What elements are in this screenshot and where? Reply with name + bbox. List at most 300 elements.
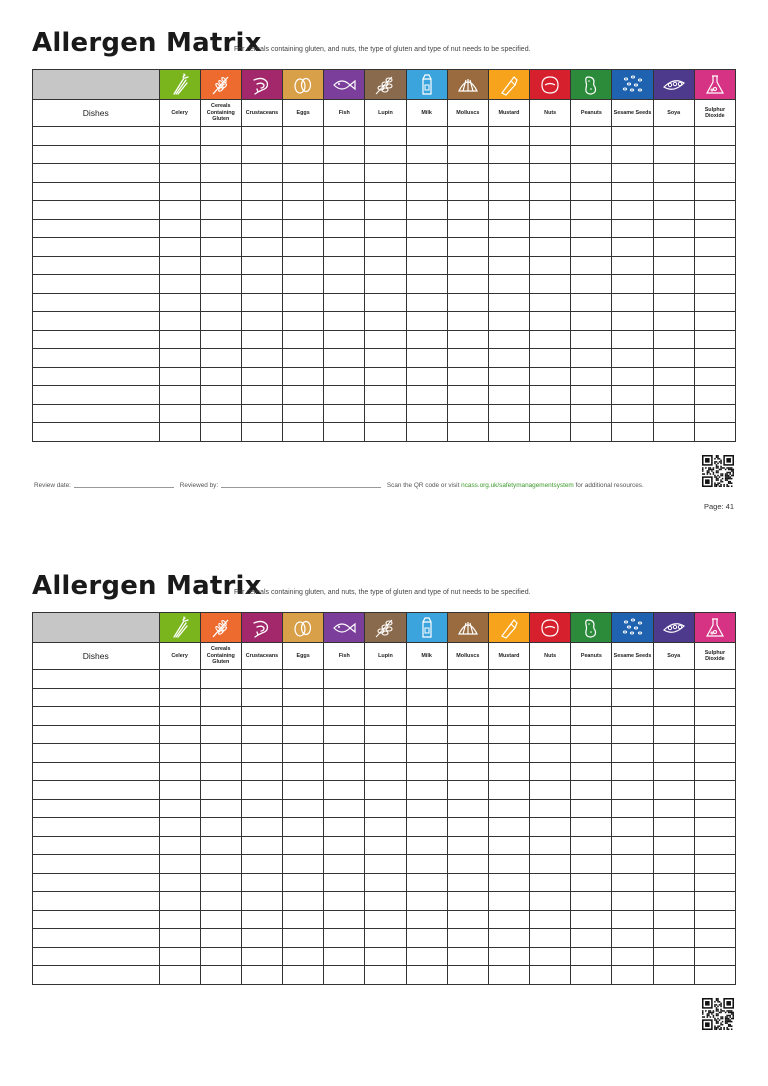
allergen-mark-cell[interactable]	[406, 873, 447, 892]
allergen-mark-cell[interactable]	[447, 145, 488, 164]
allergen-mark-cell[interactable]	[365, 892, 406, 911]
allergen-mark-cell[interactable]	[406, 127, 447, 146]
allergen-mark-cell[interactable]	[200, 127, 241, 146]
allergen-mark-cell[interactable]	[324, 312, 365, 331]
allergen-mark-cell[interactable]	[447, 367, 488, 386]
allergen-mark-cell[interactable]	[365, 910, 406, 929]
allergen-mark-cell[interactable]	[159, 855, 200, 874]
allergen-mark-cell[interactable]	[406, 966, 447, 985]
allergen-mark-cell[interactable]	[571, 799, 612, 818]
allergen-mark-cell[interactable]	[324, 164, 365, 183]
allergen-mark-cell[interactable]	[283, 892, 324, 911]
allergen-mark-cell[interactable]	[283, 836, 324, 855]
allergen-mark-cell[interactable]	[324, 330, 365, 349]
allergen-mark-cell[interactable]	[406, 275, 447, 294]
allergen-mark-cell[interactable]	[365, 367, 406, 386]
allergen-mark-cell[interactable]	[406, 707, 447, 726]
allergen-mark-cell[interactable]	[653, 238, 694, 257]
allergen-mark-cell[interactable]	[571, 762, 612, 781]
allergen-mark-cell[interactable]	[324, 966, 365, 985]
allergen-mark-cell[interactable]	[447, 293, 488, 312]
allergen-mark-cell[interactable]	[653, 670, 694, 689]
allergen-mark-cell[interactable]	[694, 910, 735, 929]
allergen-mark-cell[interactable]	[159, 781, 200, 800]
allergen-mark-cell[interactable]	[612, 293, 653, 312]
allergen-mark-cell[interactable]	[530, 164, 571, 183]
allergen-mark-cell[interactable]	[365, 219, 406, 238]
allergen-mark-cell[interactable]	[612, 349, 653, 368]
dish-name-cell[interactable]	[33, 293, 160, 312]
allergen-mark-cell[interactable]	[488, 688, 529, 707]
dish-name-cell[interactable]	[33, 836, 160, 855]
allergen-mark-cell[interactable]	[365, 275, 406, 294]
allergen-mark-cell[interactable]	[447, 836, 488, 855]
allergen-mark-cell[interactable]	[365, 873, 406, 892]
allergen-mark-cell[interactable]	[612, 145, 653, 164]
allergen-mark-cell[interactable]	[447, 404, 488, 423]
allergen-mark-cell[interactable]	[406, 386, 447, 405]
allergen-mark-cell[interactable]	[406, 312, 447, 331]
allergen-mark-cell[interactable]	[612, 855, 653, 874]
allergen-mark-cell[interactable]	[159, 423, 200, 442]
allergen-mark-cell[interactable]	[571, 275, 612, 294]
allergen-mark-cell[interactable]	[488, 762, 529, 781]
allergen-mark-cell[interactable]	[159, 910, 200, 929]
allergen-mark-cell[interactable]	[283, 929, 324, 948]
allergen-mark-cell[interactable]	[283, 127, 324, 146]
allergen-mark-cell[interactable]	[324, 725, 365, 744]
allergen-mark-cell[interactable]	[447, 744, 488, 763]
allergen-mark-cell[interactable]	[324, 293, 365, 312]
allergen-mark-cell[interactable]	[612, 182, 653, 201]
allergen-mark-cell[interactable]	[365, 966, 406, 985]
allergen-mark-cell[interactable]	[200, 275, 241, 294]
allergen-mark-cell[interactable]	[159, 707, 200, 726]
allergen-mark-cell[interactable]	[200, 330, 241, 349]
allergen-mark-cell[interactable]	[447, 725, 488, 744]
allergen-mark-cell[interactable]	[530, 836, 571, 855]
allergen-mark-cell[interactable]	[447, 910, 488, 929]
allergen-mark-cell[interactable]	[530, 910, 571, 929]
allergen-mark-cell[interactable]	[571, 349, 612, 368]
allergen-mark-cell[interactable]	[612, 910, 653, 929]
allergen-mark-cell[interactable]	[653, 947, 694, 966]
allergen-mark-cell[interactable]	[571, 855, 612, 874]
dish-name-cell[interactable]	[33, 855, 160, 874]
allergen-mark-cell[interactable]	[200, 929, 241, 948]
allergen-mark-cell[interactable]	[200, 182, 241, 201]
review-date-field[interactable]	[74, 481, 174, 488]
allergen-mark-cell[interactable]	[283, 818, 324, 837]
allergen-mark-cell[interactable]	[241, 762, 282, 781]
allergen-mark-cell[interactable]	[200, 910, 241, 929]
allergen-mark-cell[interactable]	[406, 293, 447, 312]
allergen-mark-cell[interactable]	[406, 947, 447, 966]
allergen-mark-cell[interactable]	[283, 423, 324, 442]
allergen-mark-cell[interactable]	[653, 966, 694, 985]
allergen-mark-cell[interactable]	[447, 762, 488, 781]
dish-name-cell[interactable]	[33, 349, 160, 368]
allergen-mark-cell[interactable]	[241, 256, 282, 275]
allergen-mark-cell[interactable]	[571, 670, 612, 689]
allergen-mark-cell[interactable]	[653, 386, 694, 405]
allergen-mark-cell[interactable]	[324, 275, 365, 294]
allergen-mark-cell[interactable]	[283, 910, 324, 929]
allergen-mark-cell[interactable]	[612, 219, 653, 238]
allergen-mark-cell[interactable]	[530, 256, 571, 275]
allergen-mark-cell[interactable]	[447, 423, 488, 442]
allergen-mark-cell[interactable]	[324, 707, 365, 726]
allergen-mark-cell[interactable]	[365, 238, 406, 257]
allergen-mark-cell[interactable]	[241, 966, 282, 985]
allergen-mark-cell[interactable]	[406, 182, 447, 201]
allergen-mark-cell[interactable]	[283, 182, 324, 201]
allergen-mark-cell[interactable]	[653, 688, 694, 707]
allergen-mark-cell[interactable]	[653, 836, 694, 855]
allergen-mark-cell[interactable]	[406, 256, 447, 275]
allergen-mark-cell[interactable]	[530, 423, 571, 442]
dish-name-cell[interactable]	[33, 762, 160, 781]
allergen-mark-cell[interactable]	[530, 219, 571, 238]
allergen-mark-cell[interactable]	[694, 349, 735, 368]
allergen-mark-cell[interactable]	[324, 873, 365, 892]
allergen-mark-cell[interactable]	[241, 293, 282, 312]
allergen-mark-cell[interactable]	[653, 145, 694, 164]
reviewed-by-field[interactable]	[221, 481, 381, 488]
allergen-mark-cell[interactable]	[241, 423, 282, 442]
allergen-mark-cell[interactable]	[694, 966, 735, 985]
allergen-mark-cell[interactable]	[159, 330, 200, 349]
allergen-mark-cell[interactable]	[530, 404, 571, 423]
allergen-mark-cell[interactable]	[653, 818, 694, 837]
allergen-mark-cell[interactable]	[283, 349, 324, 368]
allergen-mark-cell[interactable]	[530, 873, 571, 892]
allergen-mark-cell[interactable]	[200, 164, 241, 183]
allergen-mark-cell[interactable]	[488, 873, 529, 892]
allergen-mark-cell[interactable]	[447, 219, 488, 238]
allergen-mark-cell[interactable]	[530, 145, 571, 164]
allergen-mark-cell[interactable]	[612, 201, 653, 220]
dish-name-cell[interactable]	[33, 219, 160, 238]
allergen-mark-cell[interactable]	[653, 744, 694, 763]
allergen-mark-cell[interactable]	[488, 947, 529, 966]
allergen-mark-cell[interactable]	[200, 423, 241, 442]
allergen-mark-cell[interactable]	[530, 707, 571, 726]
allergen-mark-cell[interactable]	[694, 293, 735, 312]
allergen-mark-cell[interactable]	[200, 312, 241, 331]
allergen-mark-cell[interactable]	[406, 892, 447, 911]
allergen-mark-cell[interactable]	[571, 293, 612, 312]
allergen-mark-cell[interactable]	[612, 947, 653, 966]
dish-name-cell[interactable]	[33, 688, 160, 707]
allergen-mark-cell[interactable]	[488, 744, 529, 763]
allergen-mark-cell[interactable]	[283, 855, 324, 874]
allergen-mark-cell[interactable]	[406, 818, 447, 837]
allergen-mark-cell[interactable]	[200, 670, 241, 689]
allergen-mark-cell[interactable]	[612, 330, 653, 349]
allergen-mark-cell[interactable]	[447, 256, 488, 275]
allergen-mark-cell[interactable]	[530, 349, 571, 368]
allergen-mark-cell[interactable]	[159, 725, 200, 744]
allergen-mark-cell[interactable]	[241, 349, 282, 368]
qr-code-icon[interactable]	[702, 455, 734, 487]
allergen-mark-cell[interactable]	[241, 127, 282, 146]
allergen-mark-cell[interactable]	[283, 145, 324, 164]
allergen-mark-cell[interactable]	[488, 818, 529, 837]
allergen-mark-cell[interactable]	[612, 404, 653, 423]
allergen-mark-cell[interactable]	[447, 688, 488, 707]
allergen-mark-cell[interactable]	[200, 688, 241, 707]
allergen-mark-cell[interactable]	[612, 688, 653, 707]
allergen-mark-cell[interactable]	[653, 164, 694, 183]
allergen-mark-cell[interactable]	[488, 367, 529, 386]
allergen-mark-cell[interactable]	[447, 349, 488, 368]
allergen-mark-cell[interactable]	[612, 725, 653, 744]
allergen-mark-cell[interactable]	[612, 762, 653, 781]
allergen-mark-cell[interactable]	[488, 330, 529, 349]
allergen-mark-cell[interactable]	[200, 818, 241, 837]
allergen-mark-cell[interactable]	[530, 275, 571, 294]
dish-name-cell[interactable]	[33, 707, 160, 726]
allergen-mark-cell[interactable]	[530, 367, 571, 386]
allergen-mark-cell[interactable]	[530, 127, 571, 146]
allergen-mark-cell[interactable]	[694, 781, 735, 800]
allergen-mark-cell[interactable]	[406, 781, 447, 800]
dish-name-cell[interactable]	[33, 312, 160, 331]
allergen-mark-cell[interactable]	[159, 275, 200, 294]
allergen-mark-cell[interactable]	[200, 201, 241, 220]
allergen-mark-cell[interactable]	[283, 688, 324, 707]
allergen-mark-cell[interactable]	[200, 762, 241, 781]
allergen-mark-cell[interactable]	[200, 219, 241, 238]
allergen-mark-cell[interactable]	[653, 349, 694, 368]
allergen-mark-cell[interactable]	[159, 127, 200, 146]
allergen-mark-cell[interactable]	[406, 219, 447, 238]
allergen-mark-cell[interactable]	[447, 707, 488, 726]
allergen-mark-cell[interactable]	[488, 275, 529, 294]
allergen-mark-cell[interactable]	[365, 330, 406, 349]
allergen-mark-cell[interactable]	[159, 688, 200, 707]
allergen-mark-cell[interactable]	[200, 349, 241, 368]
dish-name-cell[interactable]	[33, 725, 160, 744]
dish-name-cell[interactable]	[33, 238, 160, 257]
allergen-mark-cell[interactable]	[530, 725, 571, 744]
allergen-mark-cell[interactable]	[159, 201, 200, 220]
allergen-mark-cell[interactable]	[612, 670, 653, 689]
allergen-mark-cell[interactable]	[159, 836, 200, 855]
allergen-mark-cell[interactable]	[571, 164, 612, 183]
allergen-mark-cell[interactable]	[200, 293, 241, 312]
allergen-mark-cell[interactable]	[406, 201, 447, 220]
allergen-mark-cell[interactable]	[324, 256, 365, 275]
dish-name-cell[interactable]	[33, 182, 160, 201]
allergen-mark-cell[interactable]	[406, 744, 447, 763]
allergen-mark-cell[interactable]	[365, 818, 406, 837]
allergen-mark-cell[interactable]	[488, 386, 529, 405]
allergen-mark-cell[interactable]	[283, 744, 324, 763]
dish-name-cell[interactable]	[33, 873, 160, 892]
allergen-mark-cell[interactable]	[200, 947, 241, 966]
allergen-mark-cell[interactable]	[447, 275, 488, 294]
allergen-mark-cell[interactable]	[694, 182, 735, 201]
allergen-mark-cell[interactable]	[324, 349, 365, 368]
allergen-mark-cell[interactable]	[241, 929, 282, 948]
allergen-mark-cell[interactable]	[571, 873, 612, 892]
allergen-mark-cell[interactable]	[488, 164, 529, 183]
allergen-mark-cell[interactable]	[365, 293, 406, 312]
allergen-mark-cell[interactable]	[571, 688, 612, 707]
allergen-mark-cell[interactable]	[653, 781, 694, 800]
allergen-mark-cell[interactable]	[653, 892, 694, 911]
allergen-mark-cell[interactable]	[694, 855, 735, 874]
allergen-mark-cell[interactable]	[488, 725, 529, 744]
allergen-mark-cell[interactable]	[488, 145, 529, 164]
allergen-mark-cell[interactable]	[488, 182, 529, 201]
allergen-mark-cell[interactable]	[694, 744, 735, 763]
allergen-mark-cell[interactable]	[447, 966, 488, 985]
allergen-mark-cell[interactable]	[406, 238, 447, 257]
allergen-mark-cell[interactable]	[159, 219, 200, 238]
allergen-mark-cell[interactable]	[324, 855, 365, 874]
allergen-mark-cell[interactable]	[365, 423, 406, 442]
allergen-mark-cell[interactable]	[159, 947, 200, 966]
allergen-mark-cell[interactable]	[324, 219, 365, 238]
allergen-mark-cell[interactable]	[200, 744, 241, 763]
allergen-mark-cell[interactable]	[241, 145, 282, 164]
allergen-mark-cell[interactable]	[324, 670, 365, 689]
allergen-mark-cell[interactable]	[571, 818, 612, 837]
allergen-mark-cell[interactable]	[241, 367, 282, 386]
allergen-mark-cell[interactable]	[241, 688, 282, 707]
allergen-mark-cell[interactable]	[612, 127, 653, 146]
allergen-mark-cell[interactable]	[653, 256, 694, 275]
dish-name-cell[interactable]	[33, 164, 160, 183]
allergen-mark-cell[interactable]	[406, 910, 447, 929]
allergen-mark-cell[interactable]	[241, 201, 282, 220]
allergen-mark-cell[interactable]	[694, 164, 735, 183]
allergen-mark-cell[interactable]	[365, 762, 406, 781]
allergen-mark-cell[interactable]	[365, 670, 406, 689]
allergen-mark-cell[interactable]	[200, 404, 241, 423]
allergen-mark-cell[interactable]	[365, 947, 406, 966]
allergen-mark-cell[interactable]	[241, 330, 282, 349]
allergen-mark-cell[interactable]	[283, 404, 324, 423]
allergen-mark-cell[interactable]	[324, 762, 365, 781]
allergen-mark-cell[interactable]	[283, 386, 324, 405]
allergen-mark-cell[interactable]	[406, 799, 447, 818]
allergen-mark-cell[interactable]	[653, 293, 694, 312]
allergen-mark-cell[interactable]	[159, 799, 200, 818]
allergen-mark-cell[interactable]	[283, 762, 324, 781]
dish-name-cell[interactable]	[33, 256, 160, 275]
allergen-mark-cell[interactable]	[365, 707, 406, 726]
allergen-mark-cell[interactable]	[283, 330, 324, 349]
allergen-mark-cell[interactable]	[488, 799, 529, 818]
allergen-mark-cell[interactable]	[159, 367, 200, 386]
allergen-mark-cell[interactable]	[283, 312, 324, 331]
allergen-mark-cell[interactable]	[571, 312, 612, 331]
allergen-mark-cell[interactable]	[653, 929, 694, 948]
allergen-mark-cell[interactable]	[488, 404, 529, 423]
allergen-mark-cell[interactable]	[241, 781, 282, 800]
allergen-mark-cell[interactable]	[488, 707, 529, 726]
allergen-mark-cell[interactable]	[488, 929, 529, 948]
allergen-mark-cell[interactable]	[694, 929, 735, 948]
allergen-mark-cell[interactable]	[653, 799, 694, 818]
allergen-mark-cell[interactable]	[324, 423, 365, 442]
allergen-mark-cell[interactable]	[447, 238, 488, 257]
allergen-mark-cell[interactable]	[571, 219, 612, 238]
allergen-mark-cell[interactable]	[694, 127, 735, 146]
allergen-mark-cell[interactable]	[159, 404, 200, 423]
allergen-mark-cell[interactable]	[694, 367, 735, 386]
allergen-mark-cell[interactable]	[653, 182, 694, 201]
allergen-mark-cell[interactable]	[488, 966, 529, 985]
allergen-mark-cell[interactable]	[612, 164, 653, 183]
allergen-mark-cell[interactable]	[159, 256, 200, 275]
allergen-mark-cell[interactable]	[530, 330, 571, 349]
allergen-mark-cell[interactable]	[365, 201, 406, 220]
allergen-mark-cell[interactable]	[324, 688, 365, 707]
allergen-mark-cell[interactable]	[241, 818, 282, 837]
allergen-mark-cell[interactable]	[612, 707, 653, 726]
allergen-mark-cell[interactable]	[447, 818, 488, 837]
allergen-mark-cell[interactable]	[241, 707, 282, 726]
allergen-mark-cell[interactable]	[530, 386, 571, 405]
allergen-mark-cell[interactable]	[571, 330, 612, 349]
allergen-mark-cell[interactable]	[694, 892, 735, 911]
allergen-mark-cell[interactable]	[447, 164, 488, 183]
allergen-mark-cell[interactable]	[694, 799, 735, 818]
allergen-mark-cell[interactable]	[530, 892, 571, 911]
allergen-mark-cell[interactable]	[694, 836, 735, 855]
allergen-mark-cell[interactable]	[694, 201, 735, 220]
allergen-mark-cell[interactable]	[612, 275, 653, 294]
allergen-mark-cell[interactable]	[612, 781, 653, 800]
allergen-mark-cell[interactable]	[365, 404, 406, 423]
allergen-mark-cell[interactable]	[200, 799, 241, 818]
allergen-mark-cell[interactable]	[488, 312, 529, 331]
allergen-mark-cell[interactable]	[241, 238, 282, 257]
allergen-mark-cell[interactable]	[653, 725, 694, 744]
allergen-mark-cell[interactable]	[283, 164, 324, 183]
allergen-mark-cell[interactable]	[159, 386, 200, 405]
allergen-mark-cell[interactable]	[159, 929, 200, 948]
allergen-mark-cell[interactable]	[159, 349, 200, 368]
allergen-mark-cell[interactable]	[283, 293, 324, 312]
qr-code-icon[interactable]	[702, 998, 734, 1030]
allergen-mark-cell[interactable]	[612, 818, 653, 837]
allergen-mark-cell[interactable]	[406, 145, 447, 164]
allergen-mark-cell[interactable]	[694, 818, 735, 837]
allergen-mark-cell[interactable]	[324, 386, 365, 405]
allergen-mark-cell[interactable]	[324, 744, 365, 763]
allergen-mark-cell[interactable]	[571, 929, 612, 948]
allergen-mark-cell[interactable]	[324, 201, 365, 220]
dish-name-cell[interactable]	[33, 799, 160, 818]
allergen-mark-cell[interactable]	[324, 910, 365, 929]
allergen-mark-cell[interactable]	[365, 386, 406, 405]
allergen-mark-cell[interactable]	[694, 219, 735, 238]
allergen-mark-cell[interactable]	[159, 182, 200, 201]
allergen-mark-cell[interactable]	[283, 781, 324, 800]
allergen-mark-cell[interactable]	[283, 873, 324, 892]
allergen-mark-cell[interactable]	[159, 873, 200, 892]
allergen-mark-cell[interactable]	[200, 873, 241, 892]
allergen-mark-cell[interactable]	[571, 836, 612, 855]
allergen-mark-cell[interactable]	[612, 873, 653, 892]
allergen-mark-cell[interactable]	[653, 910, 694, 929]
